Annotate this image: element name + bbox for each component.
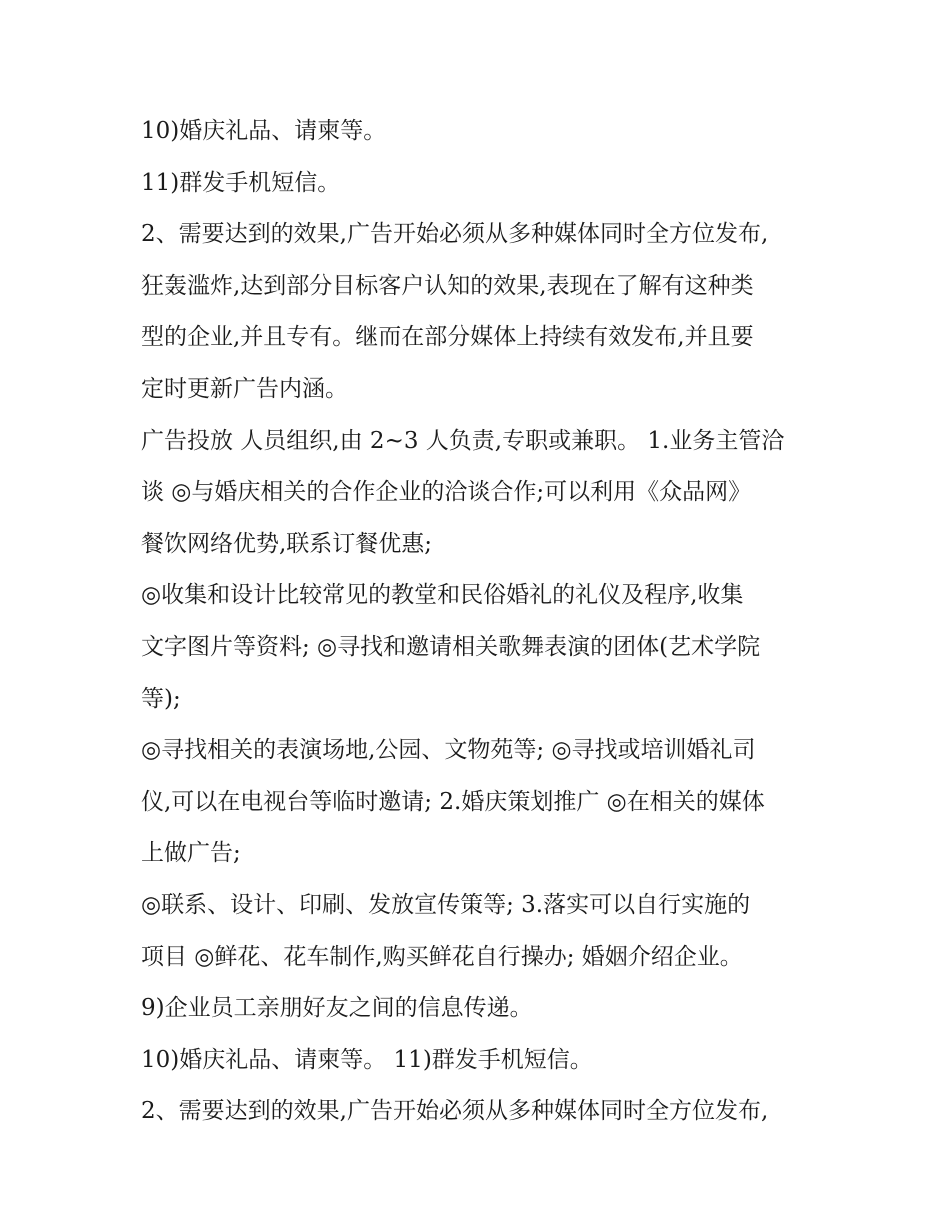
text-line: ◎收集和设计比较常见的教堂和民俗婚礼的礼仪及程序,收集 [141,582,744,609]
text-line: 10)婚庆礼品、请柬等。 11)群发手机短信。 [141,1046,593,1073]
text-line: 2、需要达到的效果,广告开始必须从多种媒体同时全方位发布, [141,221,769,248]
text-line: ◎联系、设计、印刷、发放宣传策等; 3.落实可以自行实施的 [141,891,751,918]
text-line: 狂轰滥炸,达到部分目标客户认知的效果,表现在了解有这种类 [141,272,754,299]
text-line: 项目 ◎鲜花、花车制作,购买鲜花自行操办; 婚姻介绍企业。 [141,943,743,970]
text-line: 餐饮网络优势,联系订餐优惠; [141,530,433,557]
text-line: 等); [141,685,181,712]
text-line: 谈 ◎与婚庆相关的合作企业的洽谈合作;可以利用《众品网》 [141,479,752,506]
text-line: 11)群发手机短信。 [141,169,341,196]
text-line: 2、需要达到的效果,广告开始必须从多种媒体同时全方位发布, [141,1098,769,1125]
text-line: 上做广告; [141,840,241,867]
text-line: 文字图片等资料; ◎寻找和邀请相关歌舞表演的团体(艺术学院 [141,633,761,660]
text-line: 9)企业员工亲朋好友之间的信息传递。 [141,995,533,1022]
text-line: ◎寻找相关的表演场地,公园、文物苑等; ◎寻找或培训婚礼司 [141,737,756,764]
document-body [141,110,821,1142]
text-line: 定时更新广告内涵。 [141,375,348,402]
text-line: 型的企业,并且专有。继而在部分媒体上持续有效发布,并且要 [141,324,754,351]
text-line: 10)婚庆礼品、请柬等。 [141,118,387,144]
text-line: 仪,可以在电视台等临时邀请; 2.婚庆策划推广 ◎在相关的媒体 [141,788,765,815]
text-line: 广告投放 人员组织,由 2~3 人负责,专职或兼职。 1.业务主管洽 [141,427,785,454]
